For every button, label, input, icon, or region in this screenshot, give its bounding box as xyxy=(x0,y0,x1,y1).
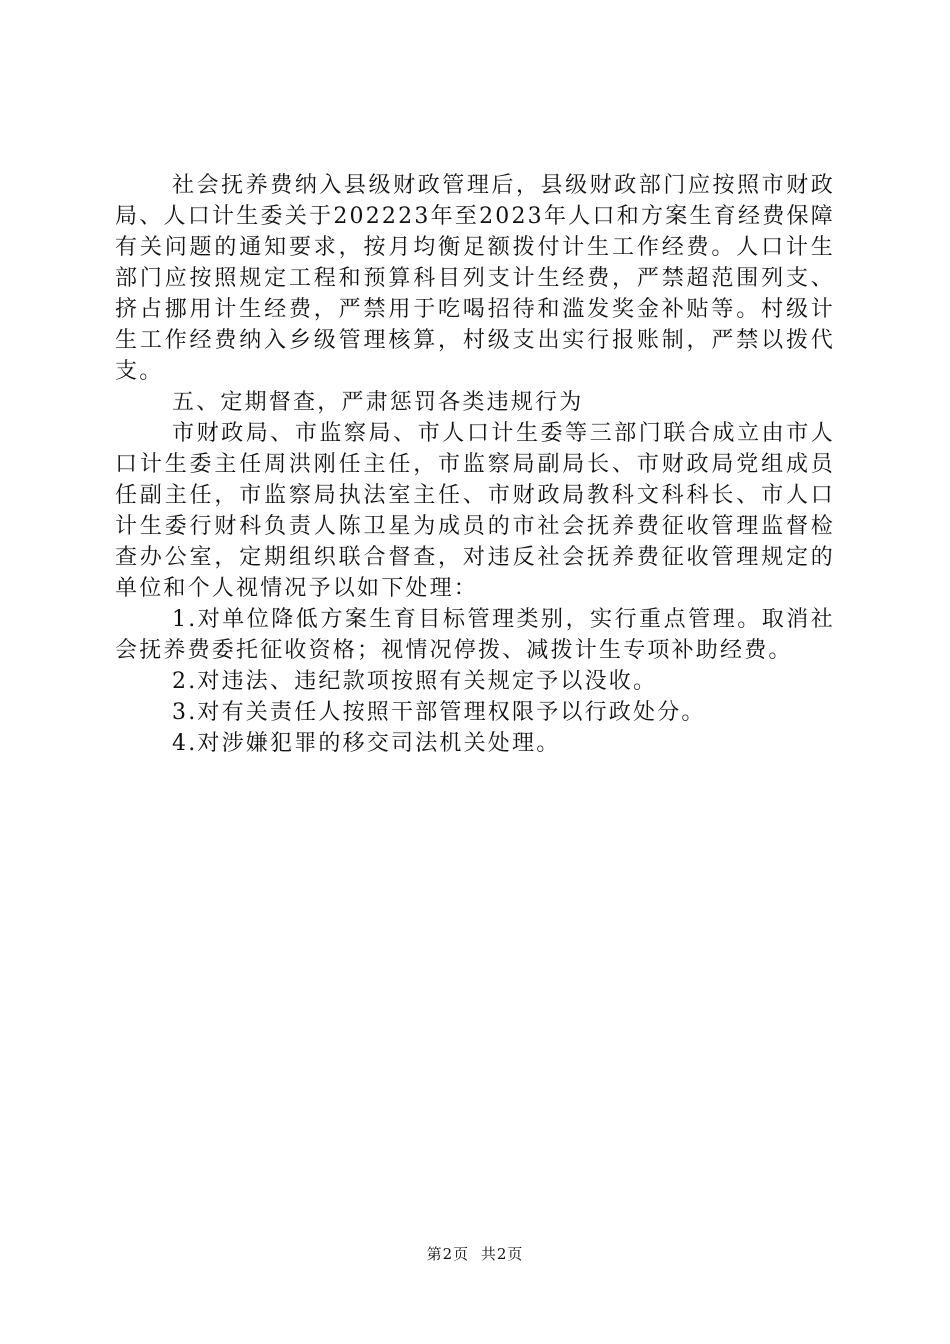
page-total: 共2页 xyxy=(480,1245,524,1263)
section-heading-supervision: 五、定期督查，严肃惩罚各类违规行为 xyxy=(172,390,584,415)
list-item-4: 4.对涉嫌犯罪的移交司法机关处理。 xyxy=(172,731,561,756)
paragraph-inspection-office: 市财政局、市监察局、市人口计生委等三部门联合成立由市人口计生委主任周洪刚任主任，市监察局副局长、市财政局党组成员任副主任，市监察局执法室主任、市财政局教科文科科长、市人口计生委行财科负责人陈卫星为成员的市社会抚养费征收管理监督检查办公室，定期组织联合督查，对违反社会抚养费征收管理规定的单位和个人视情况予以如下处理： xyxy=(115,421,835,601)
list-item-3: 3.对有关责任人按照干部管理权限予以行政处分。 xyxy=(172,700,706,725)
paragraph-funding-management: 社会抚养费纳入县级财政管理后，县级财政部门应按照市财政局、人口计生委关于202223年至2023年人口和方案生育经费保障有关问题的通知要求，按月均衡足额拨付计生工作经费。人口计生部门应按照规定工程和预算科目列支计生经费，严禁超范围列支、挤占挪用计生经费，严禁用于吃喝招待和滥发奖金补贴等。村级计生工作经费纳入乡级管理核算，村级支出实行报账制，严禁以拨代支。 xyxy=(115,173,835,384)
list-item-1: 1.对单位降低方案生育目标管理类别，实行重点管理。取消社会抚养费委托征收资格；视情况停拨、减拨计生专项补助经费。 xyxy=(115,607,835,663)
document-body xyxy=(115,170,835,759)
page-footer xyxy=(0,1243,950,1264)
page-number: 第2页 xyxy=(426,1245,470,1263)
list-item-2: 2.对违法、违纪款项按照有关规定予以没收。 xyxy=(172,669,658,694)
